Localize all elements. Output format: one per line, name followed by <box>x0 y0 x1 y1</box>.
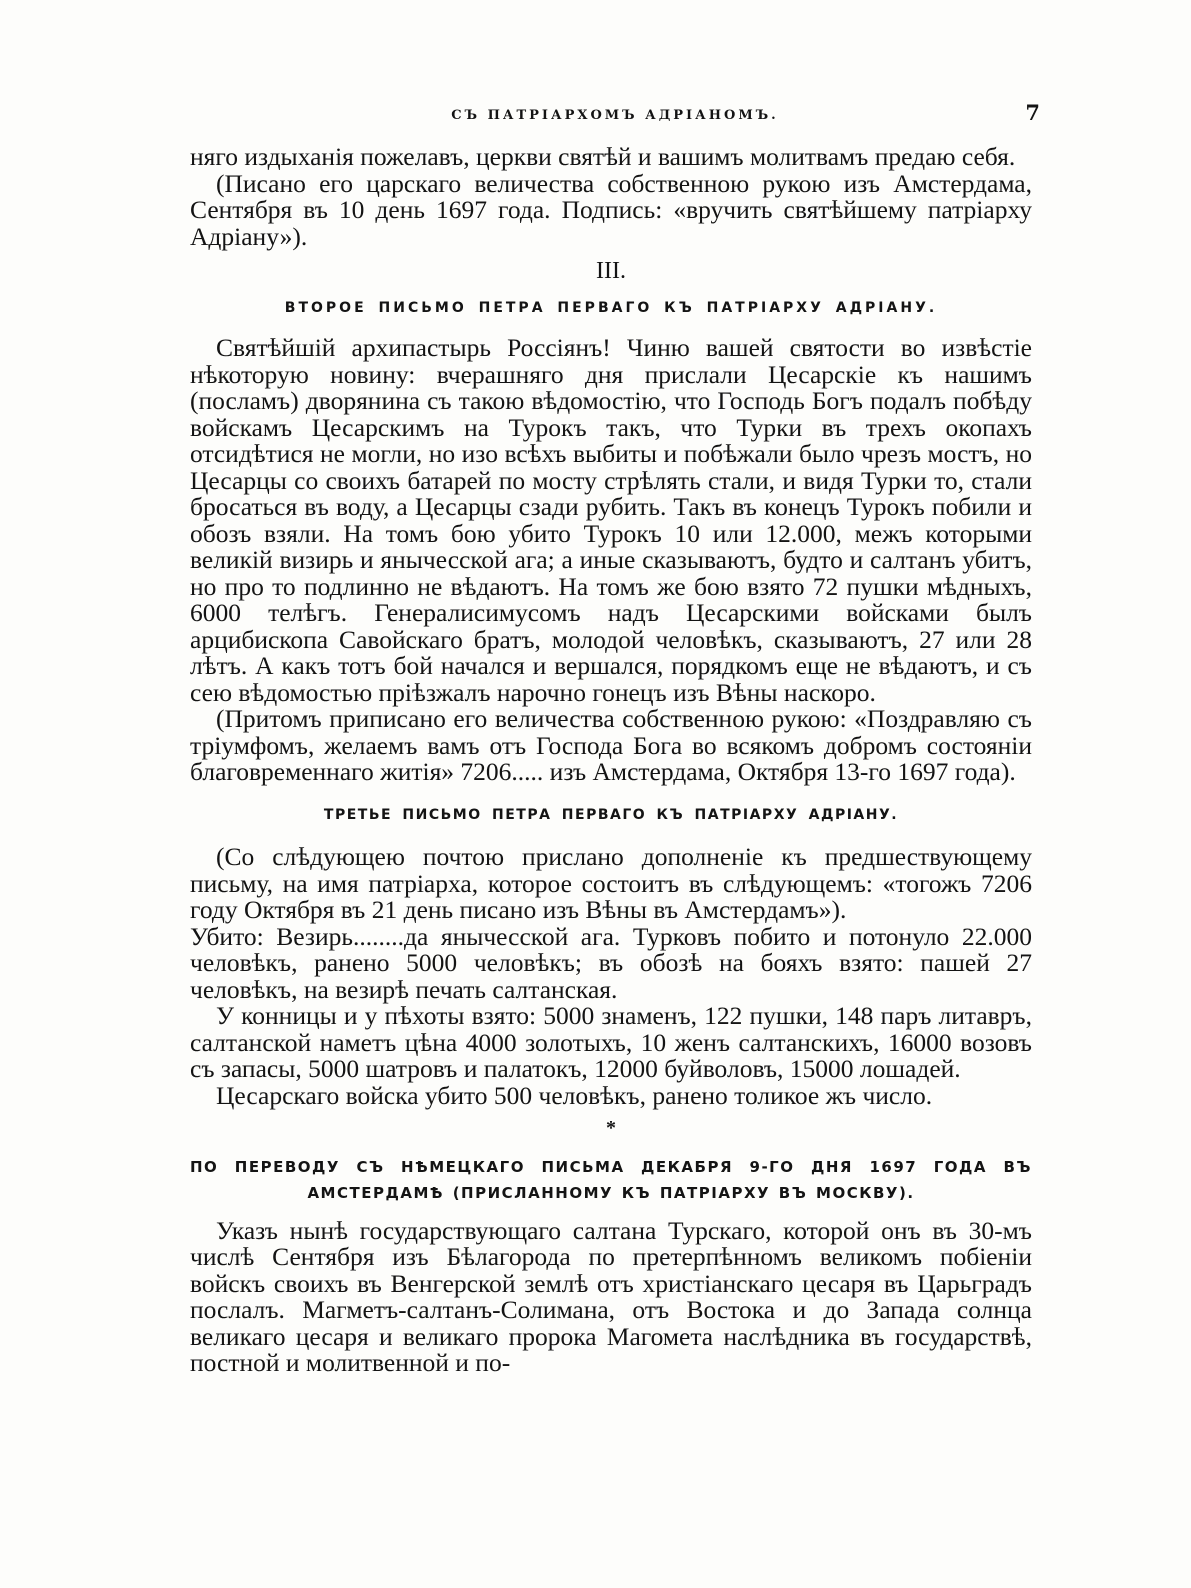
body-text <box>190 144 1032 1377</box>
paragraph-imperial-losses: Цесарскаго войска убито 500 человѣкъ, ранено толикое жъ число. <box>216 1080 933 1110</box>
paragraph-sultan-decree: Указъ нынѣ государствующаго салтана Турскаго, которой онъ въ 30-мъ числѣ Сентября изъ Бѣлагорода по претерпѣнномъ великомъ побіеніи войскъ своихъ въ Венгерской землѣ отъ христіанскаго цесаря въ Царьградъ послалъ. Магметъ-салтанъ-Солимана, отъ Востока и до Запада солнца великаго цесаря и великаго пророка Магомета наслѣдника въ государствѣ, постной и молитвенной и по- <box>190 1215 1032 1377</box>
section-heading-translation: ПО ПЕРЕВОДУ СЪ НѢМЕЦКАГО ПИСЬМА ДЕКАБРЯ 9-ГО ДНЯ 1697 ГОДА ВЪ АМСТЕРДАМѢ (ПРИСЛАННОМУ КЪ ПАТРІАРХУ ВЪ МОСКВУ). <box>190 1157 1032 1202</box>
paragraph-continuation: няго издыханія пожелавъ, церкви святѣй и вашимъ молитвамъ предаю себя. <box>190 142 1016 171</box>
page-number: 7 <box>1025 100 1040 125</box>
section-numeral: III. <box>596 258 626 284</box>
asterisk-separator: * <box>606 1117 616 1139</box>
paragraph-killed: Убито: Везирь........да янычесской ага. Турковъ побито и потонуло 22.000 человѣкъ, ранено 5000 человѣкъ; въ обозѣ на бояхъ взято: пашей 27 человѣкъ, на везирѣ печать салтанская. <box>190 921 1032 1004</box>
paragraph-letter1-note: (Писано его царскаго величества собственною рукою изъ Амстердама, Сентября въ 10 день 1697 года. Подпись: «вручить святѣйшему патріарху Адріану»). <box>190 168 1032 251</box>
running-title: СЪ ПАТРІАРХОМЪ АДРІАНОМЪ. <box>451 108 779 123</box>
section-heading-second-letter: ВТОРОЕ ПИСЬМО ПЕТРА ПЕРВАГО КЪ ПАТРІАРХУ АДРІАНУ. <box>284 299 938 316</box>
section-heading-third-letter: ТРЕТЬЕ ПИСЬМО ПЕТРА ПЕРВАГО КЪ ПАТРІАРХУ АДРІАНУ. <box>323 806 899 823</box>
paragraph-second-letter-note: (Притомъ приписано его величества собственною рукою: «Поздравляю съ тріумфомъ, желаемъ вамъ отъ Господа Бога во всякомъ добромъ состояніи благовременнаго житія» 7206..... изъ Амстердама, Октября 13-го 1697 года). <box>190 704 1032 786</box>
paragraph-third-letter-intro: (Со слѣдующею почтою прислано дополненіе къ предшествующему письму, на имя патріарха, которое состоитъ въ слѣдующемъ: «тогожъ 7206 году Октября въ 21 день писано изъ Вѣны въ Амстердамъ»). <box>190 842 1032 924</box>
running-header <box>190 100 1040 130</box>
paragraph-second-letter: Святѣйшій архипастырь Россіянъ! Чиню вашей святости во извѣстіе нѣкоторую новину: вчерашняго дня прислали Цесарскіе къ нашимъ (посламъ) дворянина съ такою вѣдомостію, что Господь Богъ подалъ побѣду войскамъ Цесарскимъ на Турокъ такъ, что Турки въ трехъ окопахъ отсидѣтися не могли, но изо всѣхъ выбиты и побѣжали было чрезъ мостъ, но Цесарцы со своихъ батарей по мосту стрѣлять стали, и видя Турки то, стали бросаться въ воду, а Цесарцы сзади рубить. Такъ въ конецъ Турокъ побили и обозъ взяли. На томъ бою убито Турокъ 10 или 12.000, межъ которыми великій визирь и янычесской ага; а иные сказываютъ, будто и салтанъ убитъ, но про то подлинно не вѣдаютъ. На томъ же бою взято 72 пушки мѣдныхъ, 6000 телѣгъ. Генералисимусомъ надъ Цесарскими войсками былъ арцибископа Савойскаго братъ, молодой человѣкъ, сказываютъ, 27 или 28 лѣтъ. А какъ тотъ бой начался и вершался, порядкомъ еще не вѣдаютъ, и съ сею вѣдомостью пріѣзжалъ нарочно гонецъ изъ Вѣны наскоро. <box>190 333 1032 707</box>
paragraph-captured: У конницы и у пѣхоты взято: 5000 знаменъ, 122 пушки, 148 паръ литавръ, салтанской наметъ цѣна 4000 золотыхъ, 10 женъ салтанскихъ, 16000 возовъ съ запасы, 5000 шатровъ и палатокъ, 12000 буйволовъ, 15000 лошадей. <box>190 1001 1032 1083</box>
